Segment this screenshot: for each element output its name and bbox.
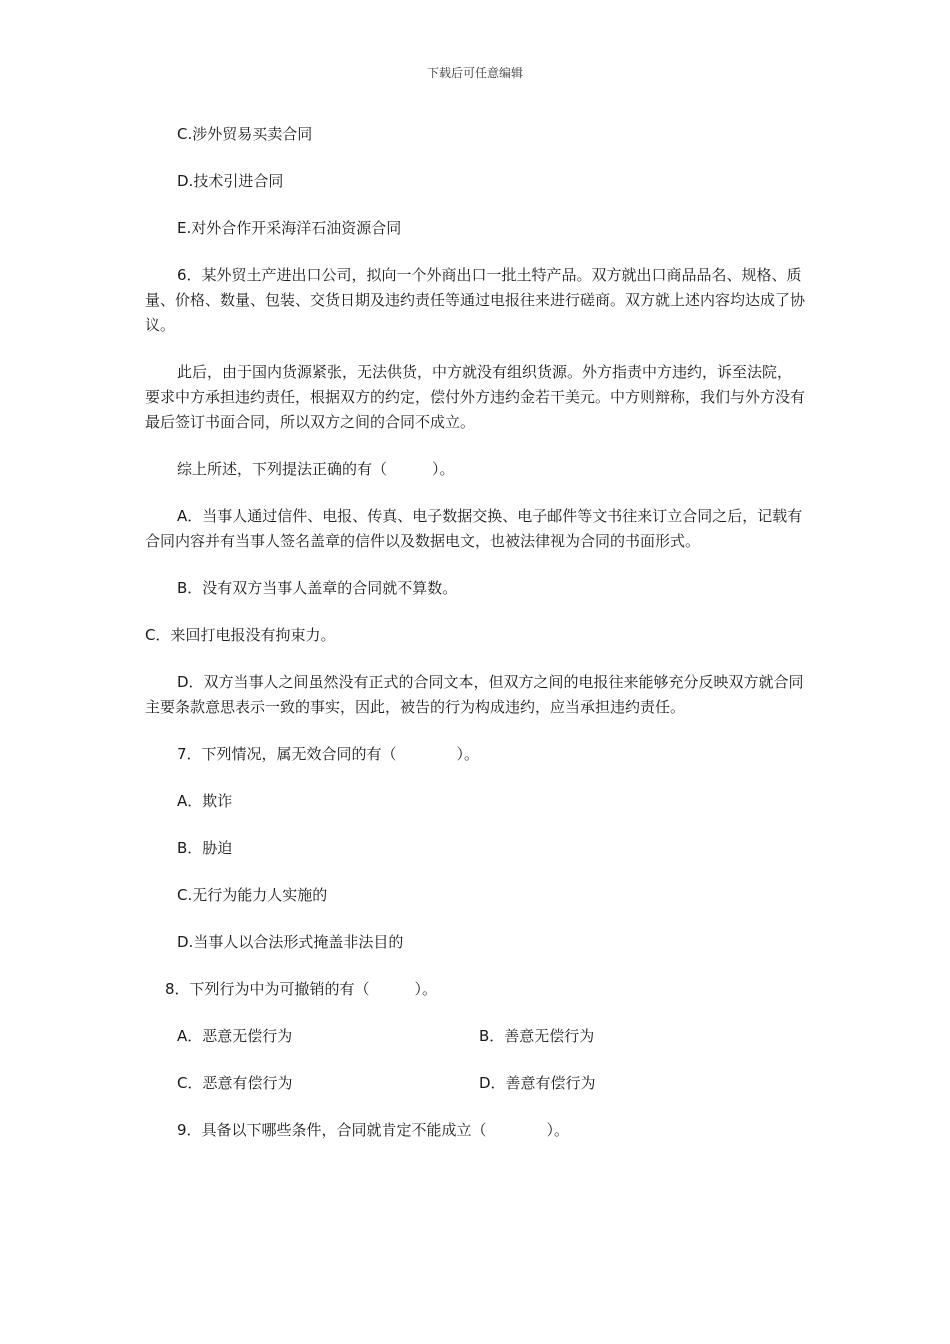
- question-6-option-d: D．双方当事人之间虽然没有正式的合同文本，但双方之间的电报往来能够充分反映双方就合同主要条款意思表示一致的事实，因此，被告的行为构成违约，应当承担违约责任。: [145, 673, 804, 716]
- question-6-case-continued: 此后，由于国内货源紧张，无法供货，中方就没有组织货源。外方指责中方违约，诉至法院，要求中方承担违约责任，根据双方的约定，偿付外方违约金若干美元。中方则辩称，我们与外方没有最后签订书面合同，所以双方之间的合同不成立。: [145, 363, 806, 431]
- question-7-option-d: D.当事人以合法形式掩盖非法目的: [177, 933, 404, 951]
- option-e-offshore-oil: E.对外合作开采海洋石油资源合同: [177, 219, 402, 237]
- question-6-option-b: B．没有双方当事人盖章的合同就不算数。: [177, 579, 458, 597]
- question-7-option-c: C.无行为能力人实施的: [177, 886, 328, 904]
- question-8-option-c: C．恶意有偿行为: [177, 1074, 293, 1092]
- question-8-option-a: A．恶意无偿行为: [177, 1027, 293, 1045]
- question-6-prompt: 综上所述，下列提法正确的有（ ）。: [177, 460, 455, 478]
- question-8-options-row-2: [145, 1071, 805, 1096]
- page-header: 下载后可任意编辑: [426, 66, 523, 80]
- question-8: 8．下列行为中为可撤销的有（ ）。: [165, 980, 438, 998]
- question-7-option-a: A．欺诈: [177, 792, 233, 810]
- question-7-option-b: B．胁迫: [177, 839, 233, 857]
- option-c-foreign-trade: C.涉外贸易买卖合同: [177, 125, 313, 143]
- question-6-option-c: C．来回打电报没有拘束力。: [145, 626, 336, 644]
- question-6-case: 6．某外贸土产进出口公司，拟向一个外商出口一批土特产品。双方就出口商品品名、规格、质量、价格、数量、包装、交货日期及违约责任等通过电报往来进行磋商。双方就上述内容均达成了协议。: [145, 266, 806, 334]
- document-body: [145, 122, 805, 1165]
- question-7: 7．下列情况，属无效合同的有（ ）。: [177, 745, 480, 763]
- question-6-option-a: A．当事人通过信件、电报、传真、电子数据交换、电子邮件等文书往来订立合同之后，记载有合同内容并有当事人签名盖章的信件以及数据电文，也被法律视为合同的书面形式。: [145, 507, 803, 550]
- question-9: 9．具备以下哪些条件，合同就肯定不能成立（ ）。: [177, 1121, 570, 1139]
- question-8-options-row-1: [145, 1024, 805, 1049]
- question-8-option-d: D．善意有偿行为: [479, 1074, 596, 1092]
- option-d-tech-import: D.技术引进合同: [177, 172, 284, 190]
- question-8-option-b: B．善意无偿行为: [479, 1027, 595, 1045]
